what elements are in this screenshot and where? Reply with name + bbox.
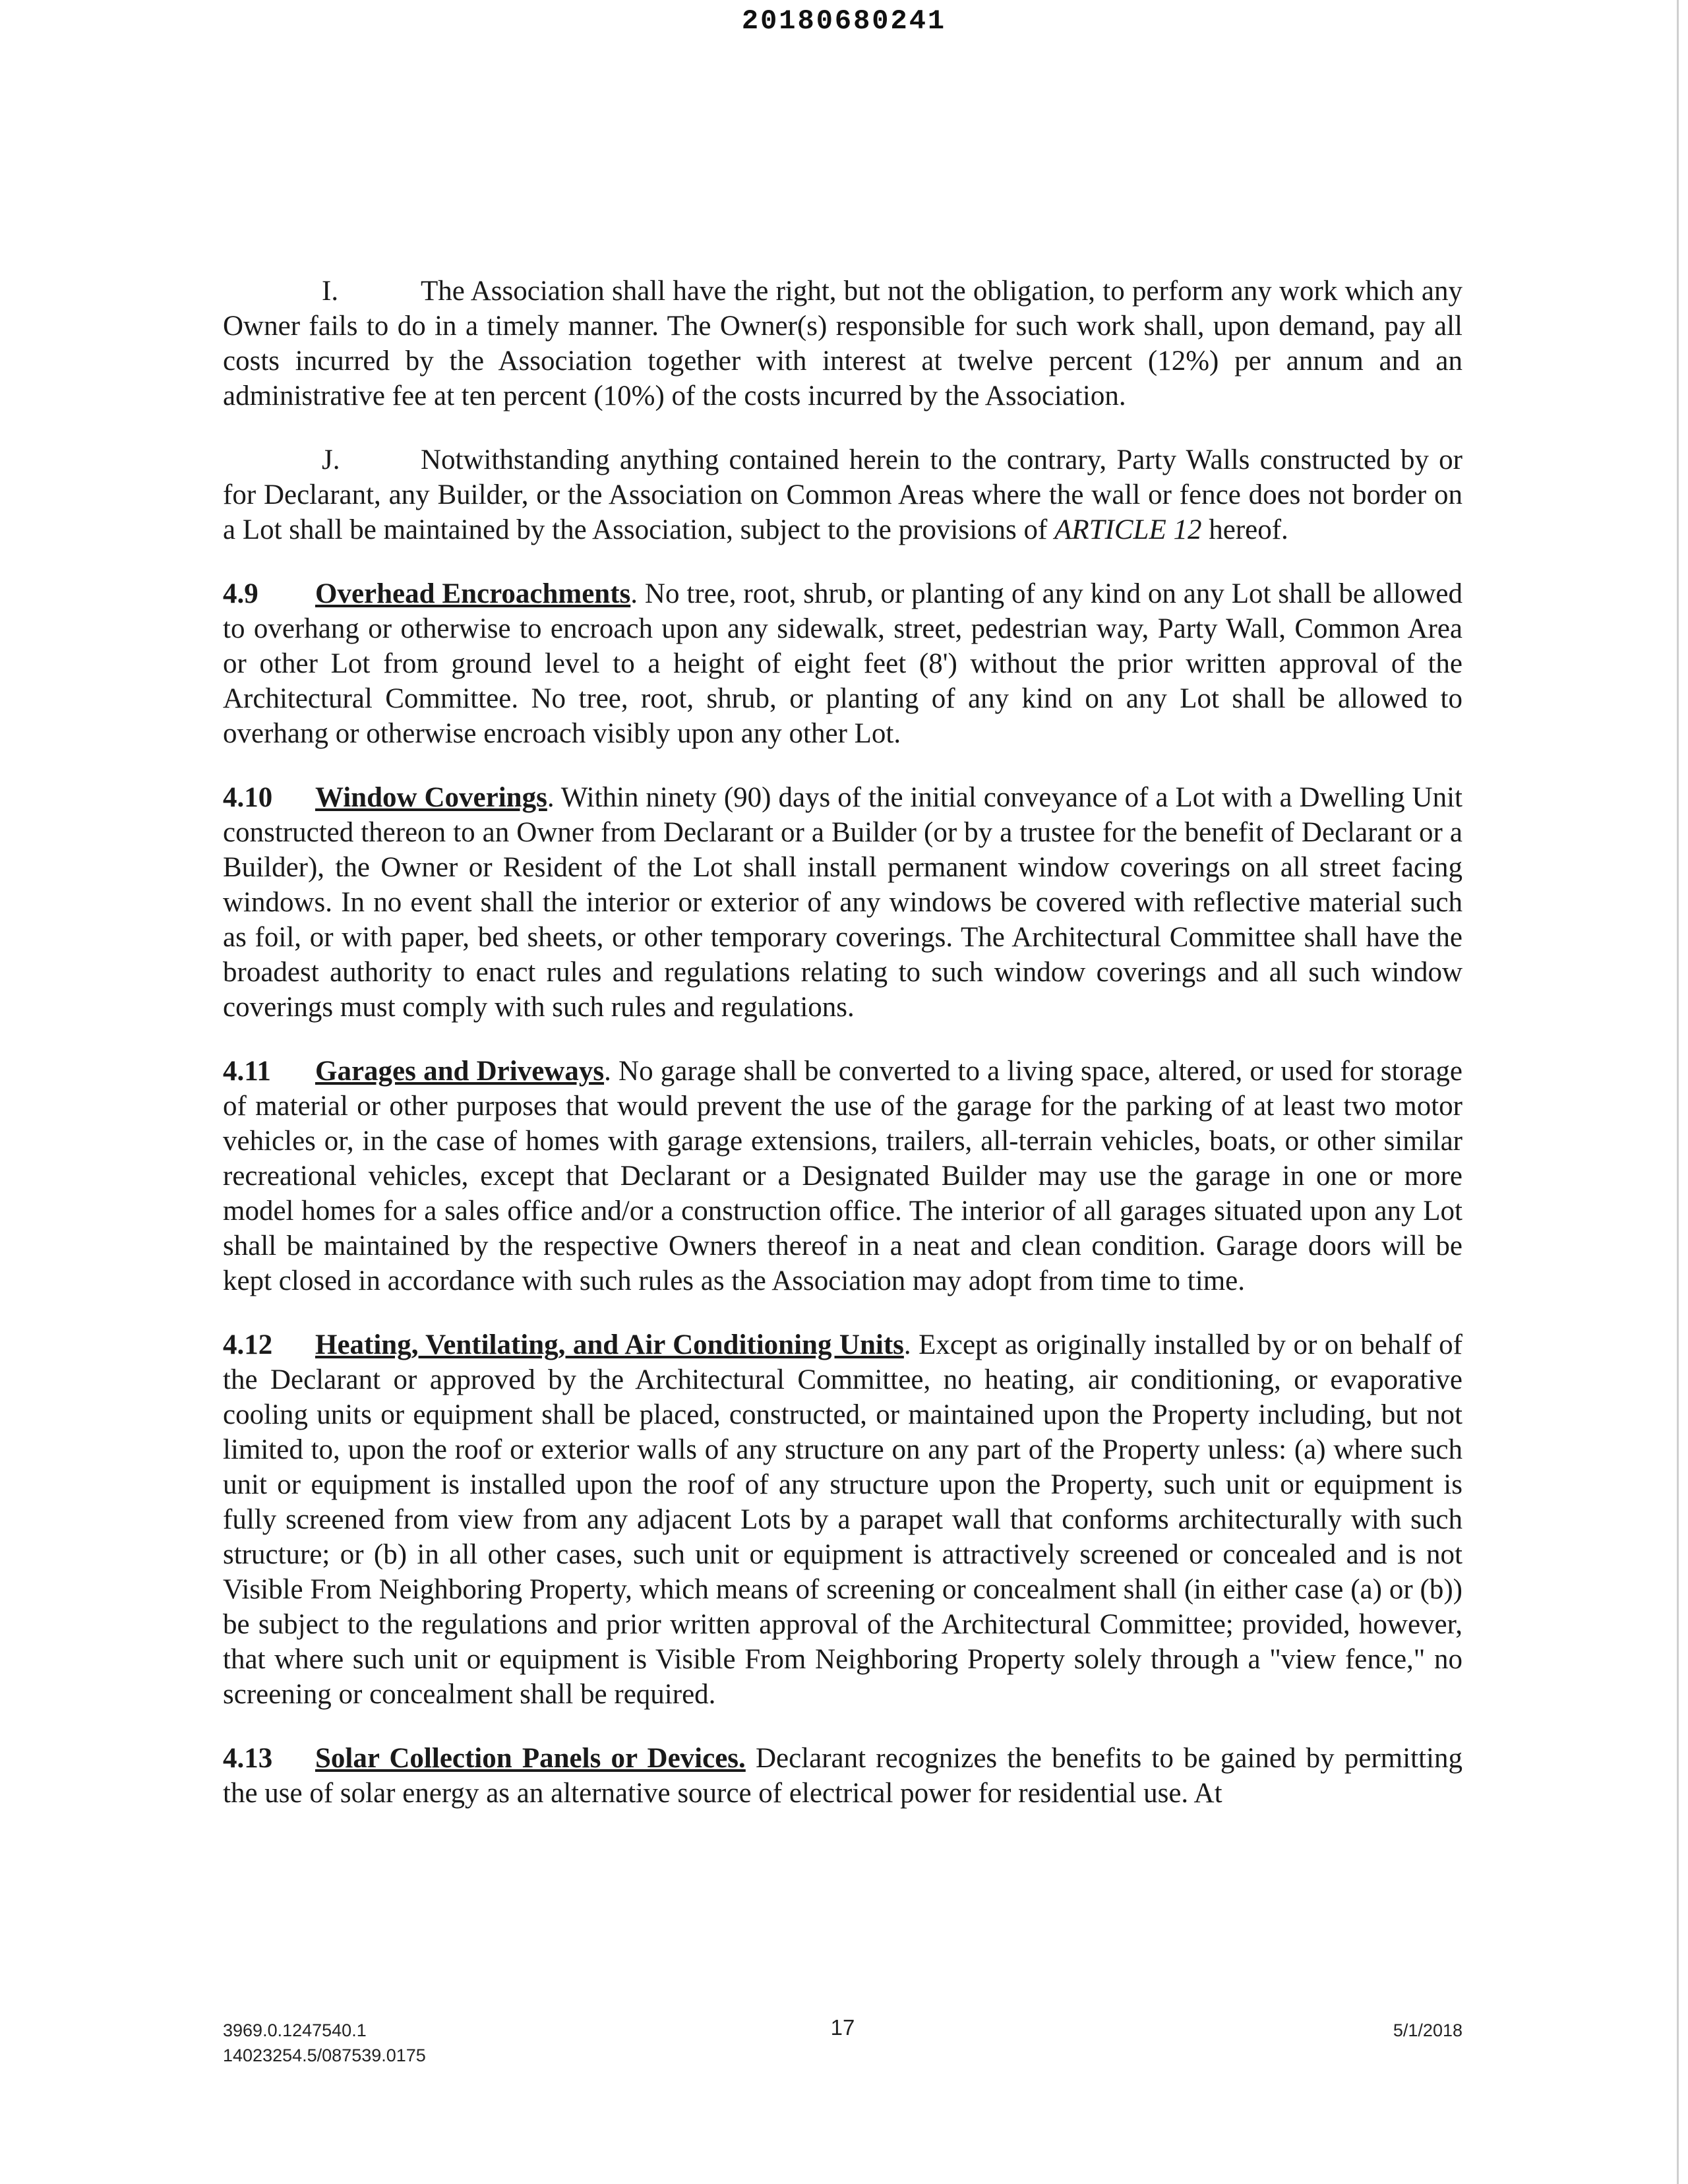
section-title: Overhead Encroachments (315, 578, 631, 609)
paragraph-text: The Association shall have the right, but not the obligation, to perform any work which any Owner fails to do in a timely manner. The Owner(s) responsible for such work shall, upon demand, pay all costs incurred by the Association together with interest at twelve percent (12%) per annum and an administrative fee at ten percent (10%) of the costs incurred by the Association. (223, 276, 1462, 411)
section-number: 4.13 (223, 1743, 273, 1774)
section-4-9 (223, 576, 1462, 751)
section-text: . No garage shall be converted to a living space, altered, or used for storage of material or other purposes that would prevent the use of the garage for the parking of at least two motor vehicles or, in the case of homes with garage extensions, trailers, all-terrain vehicles, boats, or other similar recreational vehicles, except that Declarant or a Designated Builder may use the garage in one or more model homes for a sales office and/or a construction office. The interior of all garages situated upon any Lot shall be maintained by the respective Owners thereof in a neat and clean condition. Garage doors will be kept closed in accordance with such rules as the Association may adopt from time to time. (223, 1056, 1462, 1296)
section-number: 4.9 (223, 578, 258, 609)
recording-number: 20180680241 (741, 5, 947, 37)
section-4-13 (223, 1741, 1462, 1811)
section-4-11 (223, 1054, 1462, 1298)
paragraph-j (223, 442, 1462, 547)
footer-date: 5/1/2018 (1393, 2020, 1462, 2040)
section-title: Heating, Ventilating, and Air Conditioning Units (315, 1329, 904, 1360)
scan-edge-line (1677, 0, 1679, 2184)
section-title: Garages and Driveways (315, 1056, 605, 1087)
section-title: Solar Collection Panels or Devices. (315, 1743, 746, 1774)
paragraph-i (223, 274, 1462, 413)
footer-id-line-1: 3969.0.1247540.1 (223, 2020, 367, 2040)
section-number: 4.12 (223, 1329, 273, 1360)
section-4-10 (223, 780, 1462, 1025)
section-text: . Except as originally installed by or on behalf of the Declarant or approved by the Architectural Committee, no heating, air conditioning, or evaporative cooling units or equipment shall be placed, constructed, or maintained upon the Property including, but not limited to, upon the roof or exterior walls of any structure on any part of the Property unless: (a) where such unit or equipment is installed upon the roof of any structure upon the Property, such unit or equipment is fully screened from view from any adjacent Lots by a parapet wall that conforms architecturally with such structure; or (b) in all other cases, such unit or equipment is attractively screened or concealed and is not Visible From Neighboring Property, which means of screening or concealment shall (in either case (a) or (b)) be subject to the regulations and prior written approval of the Architectural Committee; provided, however, that where such unit or equipment is Visible From Neighboring Property solely through a "view fence," no screening or concealment shall be required. (223, 1329, 1462, 1710)
section-title: Window Coverings (315, 782, 547, 813)
section-text: . No tree, root, shrub, or planting of any kind on any Lot shall be allowed to overhang or otherwise to encroach upon any sidewalk, street, pedestrian way, Party Wall, Common Area or other Lot from ground level to a height of eight feet (8') without the prior written approval of the Architectural Committee. No tree, root, shrub, or planting of any kind on any Lot shall be allowed to overhang or otherwise encroach visibly upon any other Lot. (223, 578, 1462, 749)
paragraph-marker: I. (322, 276, 339, 307)
paragraph-marker: J. (322, 444, 340, 475)
section-text: Declarant recognizes the benefits to be gained by permitting the use of solar energy as an alternative source of electrical power for residential use. At (223, 1743, 1462, 1809)
page-number: 17 (830, 2015, 855, 2040)
section-4-12 (223, 1327, 1462, 1712)
footer-id-line-2: 14023254.5/087539.0175 (223, 2046, 426, 2065)
article-reference: ARTICLE 12 (1054, 514, 1202, 545)
paragraph-text: Notwithstanding anything contained herein to the contrary, Party Walls constructed by or for Declarant, any Builder, or the Association on Common Areas where the wall or fence does not border on a Lot shall be maintained by the Association, subject to the provisions of (223, 444, 1462, 545)
section-number: 4.11 (223, 1056, 271, 1087)
document-body (223, 274, 1462, 1840)
paragraph-tail: hereof. (1201, 514, 1288, 545)
section-text: . Within ninety (90) days of the initial conveyance of a Lot with a Dwelling Unit constructed thereon to an Owner from Declarant or a Builder (or by a trustee for the benefit of Declarant or a Builder), the Owner or Resident of the Lot shall install permanent window coverings on all street facing windows. In no event shall the interior or exterior of any windows be covered with reflective material such as foil, or with paper, bed sheets, or other temporary coverings. The Architectural Committee shall have the broadest authority to enact rules and regulations relating to such window coverings and all such window coverings must comply with such rules and regulations. (223, 782, 1462, 1023)
section-number: 4.10 (223, 782, 273, 813)
